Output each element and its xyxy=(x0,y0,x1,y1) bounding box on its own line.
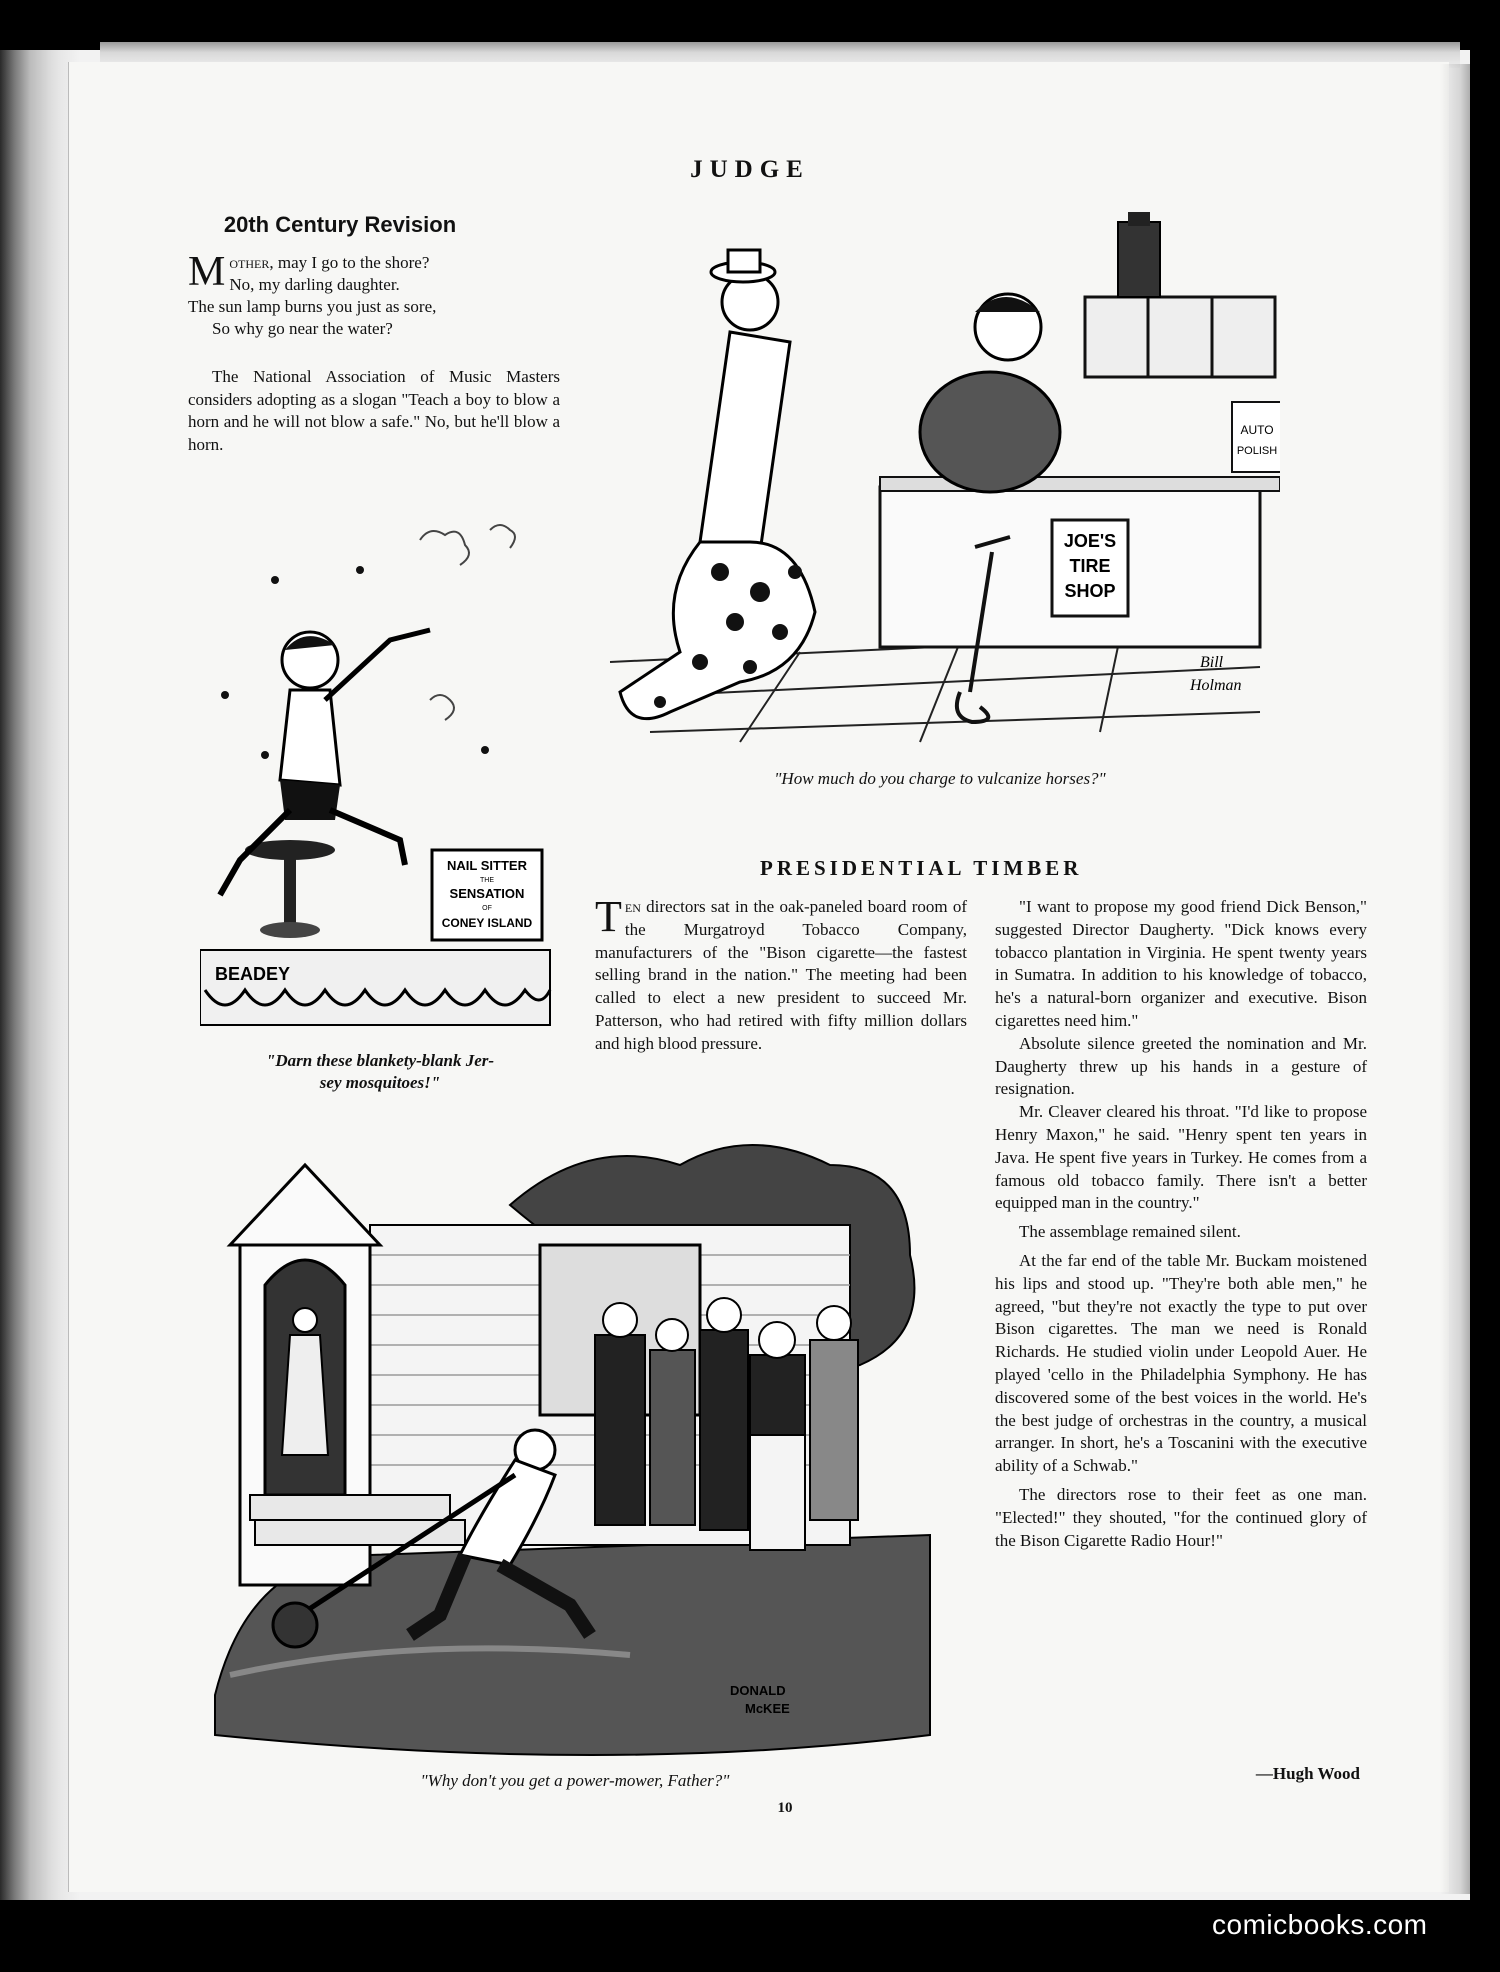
article-col2-paragraph-1: "I want to propose my good friend Dick Benson," suggested Director Daugherty. "Dick knows every tobacco plantation in Virginia. He spent twenty years in Sumatra. In addition to his knowledge of tobacco, he's a natural-born organizer and executive. Bison cigarettes need him." xyxy=(995,897,1367,1030)
mckee-signature-line-1: DONALD xyxy=(730,1683,786,1698)
joes-sign-line-2: TIRE xyxy=(1069,556,1111,576)
article-col2-paragraph-3: Mr. Cleaver cleared his throat. "I'd like to propose Henry Maxon," he said. "Henry spent ten years in Java. He spent five years in Turkey. He comes from a famous old tobacco family. There isn't a better equipped man in the country." xyxy=(995,1102,1367,1213)
poem-dropcap: M xyxy=(188,249,226,295)
tire-shop-caption: "How much do you charge to vulcanize horses?" xyxy=(774,769,1106,788)
page-number: 10 xyxy=(777,1800,793,1816)
poem-title: 20th Century Revision xyxy=(223,212,457,237)
article-column-1 xyxy=(595,892,967,1056)
article-dropcap: T xyxy=(595,892,622,941)
article-col1-paragraph-1 xyxy=(595,892,967,1056)
joes-sign-line-1: JOE'S xyxy=(1063,531,1117,551)
poem-line-2: No, my darling daughter. xyxy=(229,275,400,294)
article-column-2 xyxy=(995,896,1367,1552)
lawn-mower-cartoon xyxy=(210,1135,940,1765)
poem-line-1-smallcaps: other xyxy=(229,253,270,272)
article-col2-paragraph-5: At the far end of the table Mr. Buckam moistened his lips and stood up. "They're both able men," he agreed, "but they're not exactly the type to put over Bison cigarettes. The man we need is Ronald Richards. He studied violin under Leopold Auer. He played 'cello in the Philadelphia Symphony. He has discovered some of the best voices in the world. He's the best judge of orchestras in the country, a musical arranger. In short, he's a Toscanini with the executive ability of a Schwab." xyxy=(995,1250,1367,1476)
lawn-mower-illustration xyxy=(210,1135,940,1765)
poem-line-3: The sun lamp burns you just as sore, xyxy=(188,297,437,316)
polish-label-line-1: AUTO xyxy=(1240,423,1274,437)
nail-sitter-caption-line-1: "Darn these blankety-blank Jer- xyxy=(265,1051,495,1070)
watermark: comicbooks.com xyxy=(1212,1909,1428,1940)
article-col2-paragraph-6: The directors rose to their feet as one man. "Elected!" they shouted, "for the continued glory of the Bison Cigarette Radio Hour!" xyxy=(995,1484,1367,1550)
poem xyxy=(188,249,568,340)
joes-sign-line-3: SHOP xyxy=(1064,581,1116,601)
tire-shop-illustration xyxy=(600,212,1280,752)
nail-sitter-sign-line-1: NAIL SITTER xyxy=(447,858,527,873)
article-col2-paragraph-2: Absolute silence greeted the nomination and Mr. Daugherty threw up his hands in a gesture of resignation. xyxy=(995,1033,1367,1099)
nail-sitter-sign-line-2: THE xyxy=(480,877,494,884)
nail-sitter-caption xyxy=(200,1050,560,1094)
binding-shadow xyxy=(1440,64,1474,1894)
article-title: PRESIDENTIAL TIMBER xyxy=(760,856,1083,880)
lawn-mower-caption: "Why don't you get a power-mower, Father?" xyxy=(420,1771,730,1790)
tire-shop-cartoon xyxy=(600,212,1280,752)
nail-sitter-caption-line-2: sey mosquitoes!" xyxy=(319,1073,441,1092)
nail-sitter-illustration xyxy=(200,520,560,1040)
beadey-signature: BEADEY xyxy=(215,964,291,984)
article-col1-para1-text: directors sat in the oak-paneled board room of the Murgatroyd Tobacco Company, manufacturers of the "Bison cigarette—the fastest selling brand in the nation." The meeting had been called to elect a new president to succeed Mr. Patterson, who had retired with fifty million dollars and high blood pressure. xyxy=(595,897,967,1053)
nail-sitter-sign-line-4: OF xyxy=(482,905,492,912)
nail-sitter-cartoon xyxy=(200,520,560,1040)
holman-signature-line-1: Bill xyxy=(1200,654,1224,671)
poem-line-1 xyxy=(188,252,568,274)
article-col2-paragraph-4: The assemblage remained silent. xyxy=(1019,1222,1241,1242)
poem-line-1-rest: , may I go to the shore? xyxy=(269,253,430,272)
poem-line-4: So why go near the water? xyxy=(212,319,393,338)
article-byline: —Hugh Wood xyxy=(1255,1764,1360,1783)
polish-label-line-2: POLISH xyxy=(1236,445,1278,457)
magazine-title: JUDGE xyxy=(690,156,810,183)
nail-sitter-sign-line-5: CONEY ISLAND xyxy=(441,916,533,930)
music-masters-paragraph: The National Association of Music Masters considers adopting as a slogan "Teach a boy to blow a horn and he will not blow a safe." No, but he'll blow a horn. xyxy=(188,367,560,454)
nail-sitter-sign-line-3: SENSATION xyxy=(449,886,525,901)
article-first-word-rest: en xyxy=(624,897,641,916)
holman-signature-line-2: Holman xyxy=(1190,677,1242,694)
mckee-signature-line-2: McKEE xyxy=(745,1701,790,1716)
